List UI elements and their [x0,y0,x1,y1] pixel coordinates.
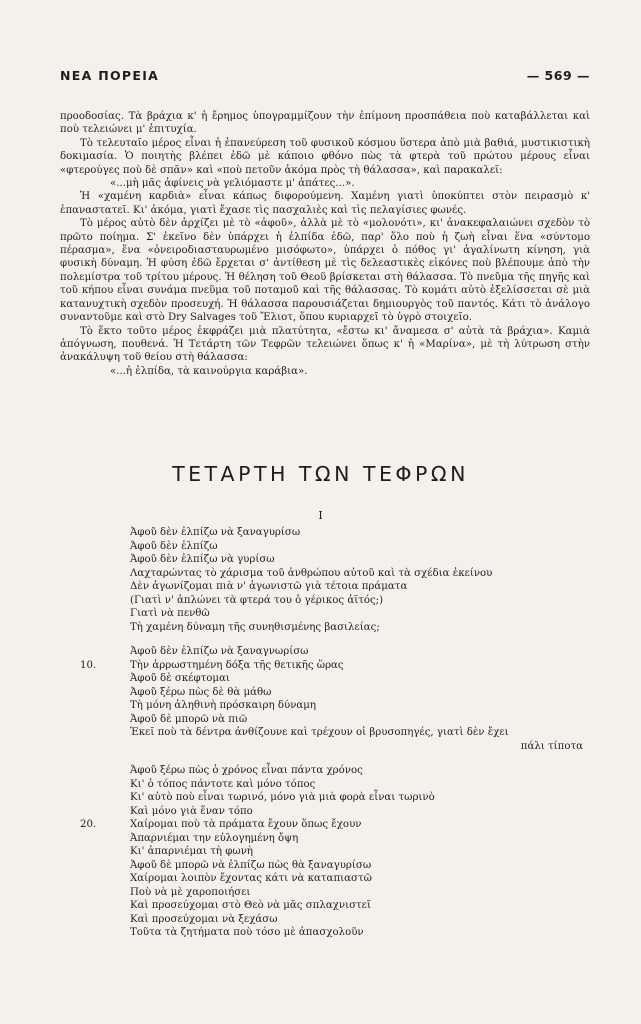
poem-line [0,594,641,608]
poem-line-text: Καὶ προσεύχομαι στὸ Θεὸ νὰ μᾶς σπλαχνιστεῖ [130,900,371,911]
poem-line-text: Ἀφοῦ ξέρω πὼς δὲ θὰ μάθω [130,686,272,698]
poem-line [0,713,641,727]
line-number: 20. [80,819,97,830]
poem-line [0,607,641,621]
poem-line [0,913,641,927]
poem-line [0,580,641,594]
poem-stanza [0,645,641,753]
poem-line-text: Κι' αὐτὸ ποὺ εἶναι τωρινό, μόνο γιὰ μιὰ φορὰ εἶναι τωρινὸ [130,792,435,803]
poem-line [0,672,641,686]
poem-line [0,845,641,859]
poem-line-text: Χαίρομαι ποὺ τὰ πράματα ἔχουν ὅπως ἔχουν [130,819,362,830]
poem-line [0,540,641,554]
poem-line [0,778,641,792]
poem-line [0,686,641,700]
poem-line [0,926,641,940]
poem-line [0,764,641,778]
poem-line [0,818,641,832]
poem-stanza [0,526,641,634]
poem-line [0,872,641,886]
block-quote: «...μὴ μᾶς ἀφίνεις νὰ γελιόμαστε μ' ἀπάτες...». [110,178,355,190]
poem-line-text: Τὴ μόνη ἀληθινὴ πρόσκαιρη δύναμη [130,700,316,711]
poem-line-text: Τὴ χαμένη δύναμη τῆς συνηθισμένης βασιλείας; [130,621,380,633]
paragraph: Ἡ «χαμένη καρδιὰ» εἶναι κάπως διφορούμενη. Χαμένη γιατὶ ὑποκύπτει στὸν πειρασμὸ κ' ἐπαναστατεῖ. Κι' ἀκόμα, γιατὶ ἔχασε τὶς πασχαλιὲς καὶ τὶς πελαγίσιες φωνές. [60,191,590,216]
poem-body [0,526,641,951]
poem-line-text: Ἀπαρνιέμαι την εὐλογημένη ὄψη [130,832,299,844]
poem-line [0,699,641,713]
poem-line-continuation: πάλι τίποτα [520,740,583,752]
poem-stanza [0,764,641,940]
poem-line-text: Λαχταρώντας τὸ χάρισμα τοῦ ἀνθρώπου αὐτοῦ καὶ τὰ σχέδια ἐκείνου [130,567,493,579]
poem-line-text: Ἀφοῦ δὲ μπορῶ νὰ πιῶ [130,713,248,725]
poem-line [0,645,641,659]
poem-line [0,859,641,873]
page-header [60,68,590,88]
paragraph: Τὸ μέρος αὐτὸ δὲν ἀρχίζει μὲ τὸ «ἀφοῦ», ἀλλὰ μὲ τὸ «μολονότι», κι' ἀνακεφαλαιώνει σχεδὸν τὸ πρῶτο ποίημα. Σ' ἐκεῖνο δὲν ὑπάρχει ἡ ἐλπίδα ἐδῶ, παρ' ὅλο ποὺ ἡ ζωὴ εἶναι ἕνα «σύντομο πέρασμα», ἕνα «ὀνειροδιασταυρωμένο μισόφωτο», ὑπάρχει ὁ πόθος γι' ἀγαλίνωτη κίνηση, γιὰ φυσικὴ δύναμη. Ἡ φύση ἐδῶ ἔρχεται σ' ἀντίθεση μὲ τὶς δελεαστικὲς εἰκόνες ποὺ βλέπουμε ἀπὸ τὴν πολεμίστρα τοῦ τρίτου μέρους. Ἡ θέληση τοῦ Θεοῦ βρίσκεται στὴ θάλασσα. Τὸ πνεῦμα τῆς πηγῆς καὶ τοῦ κήπου εἶναι συνάμα πνεῦμα τοῦ ποταμοῦ καὶ τῆς θάλασσας. Τὸ κομάτι αὐτὸ ἐξελίσσεται σὲ μιὰ κατανυχτικὴ σχεδὸν προσευχή. Ἡ θάλασσα παρουσιάζεται δημιουργὸς τοῦ παντός. Κάτι τὸ ἀνάλογο συναντοῦμε καὶ στὸ Dry Salvages τοῦ Ἔλιοτ, ὅπου κυριαρχεῖ τὸ ὑγρὸ στοιχεῖο. [60,218,590,324]
poem-line-text: Καὶ προσεύχομαι νὰ ξεχάσω [130,913,278,925]
poem-line [0,899,641,913]
poem-line-text: Ἀφοῦ δὲν ἐλπίζω νὰ ξαναγνωρίσω [130,646,309,657]
poem-line [0,553,641,567]
poem-line-text: Τοῦτα τὰ ζητήματα ποὺ τόσο μὲ ἀπασχολοῦν [130,927,364,938]
poem-line [0,659,641,673]
poem-line [0,791,641,805]
poem-line-text: Δὲν ἀγωνίζομαι πιὰ ν' ἀγωνιστῶ γιὰ τέτοια πράματα [130,581,408,592]
poem-line-text: Κι' ὁ τόπος πάντοτε καὶ μόνο τόπος [130,778,316,790]
poem-title: ΤΕΤΑΡΤΗ ΤΩΝ ΤΕΦΡΩΝ [172,462,469,486]
poem-line [0,805,641,819]
section-numeral: Ι [318,509,323,522]
poem-line [0,621,641,635]
paragraph: Τὸ τελευταῖο μέρος εἶναι ἡ ἐπανεύρεση τοῦ φυσικοῦ κόσμου ὕστερα ἀπὸ μιὰ βαθιά, μυστικιστικὴ δοκιμασία. Ὁ ποιητὴς βλέπει ἐδῶ μὲ κάποιο φθόνο πὼς τὰ φτερὰ τοῦ πρώτου μέρους εἶναι «φτερούγες ποὺ δὲ σπᾶν» καὶ «ποὺ πετοῦν ἀκόμα πρὸς τὴ θάλασσα», καὶ παρακαλεῖ: [60,137,590,176]
poem-line [0,526,641,540]
poem-line-text: Ἀφοῦ δὲν ἐλπίζω νὰ ξαναγυρίσω [130,527,301,538]
poem-line [0,886,641,900]
paragraph: Τὸ ἕκτο τοῦτο μέρος ἐκφράζει μιὰ πλατύτητα, «ἔστω κι' ἄναμεσα σ' αὐτὰ τὰ βράχια». Καμιὰ ἀπόγνωση, πουθενά. Ἡ Τετάρτη τῶν Τεφρῶν τελειώνει ὅπως κ' ἡ «Μαρίνα», μὲ τὴ λύτρωση στὴν ἀνακάλυψη τοῦ θείου στὴ θάλασσα: [60,325,590,364]
poem-line-text: Ἀφοῦ δὲ μπορῶ νὰ ἐλπίζω πὼς θὰ ξαναγυρίσω [130,859,372,871]
poem-line-text: Γιατὶ νὰ πενθῶ [130,608,210,619]
block-quote: «...ἡ ἐλπίδα, τὰ καινούργια καράβια». [110,365,308,377]
poem-line-text: Ἀφοῦ δὲν ἐλπίζω νὰ γυρίσω [130,554,275,565]
paragraph: προοδοσίας. Τὰ βράχια κ' ἡ ἔρημος ὑπογραμμίζουν τὴν ἐπίμονη προσπάθεια ποὺ καταβάλλεται καὶ ποὺ τελειώνει μ' ἐπιτυχία. [60,111,590,136]
poem-line [0,726,641,740]
poem-line-text: (Γιατὶ ν' ἁπλώνει τὰ φτερά του ὁ γέρικος ἀϊτός;) [130,594,384,606]
poem-line-text: Ἀφοῦ δὲν ἐλπίζω [130,540,218,552]
poem-line-text: Ἀφοῦ ξέρω πὼς ὁ χρόνος εἶναι πάντα χρόνος [130,765,363,776]
running-title: ΝΕΑ ΠΟΡΕΙΑ [60,68,160,83]
poem-line-text: Κι' ἀπαρνιέμαι τὴ φωνὴ [130,846,254,857]
poem-line-text: Ποὺ νὰ μὲ χαροποιήσει [130,886,251,898]
poem-line [0,567,641,581]
poem-line-text: Ἐκεῖ ποὺ τὰ δέντρα ἀνθίζουνε καὶ τρέχουν οἱ βρυσοπηγές, γιατὶ δὲν ἔχει [130,727,509,738]
poem-line-text: Τὴν ἀρρωστημένη δόξα τῆς θετικῆς ὥρας [130,659,344,671]
essay-text [60,110,590,378]
line-number: 10. [80,659,97,671]
page-number: — 569 — [526,68,590,83]
poem-line-text: Χαίρομαι λοιπὸν ἔχοντας κάτι νὰ καταπιαστῶ [130,873,372,884]
poem-line [0,832,641,846]
poem-line-text: Καὶ μόνο γιὰ ἕναν τόπο [130,805,253,817]
poem-line-text: Ἀφοῦ δὲ σκέφτομαι [130,673,230,684]
